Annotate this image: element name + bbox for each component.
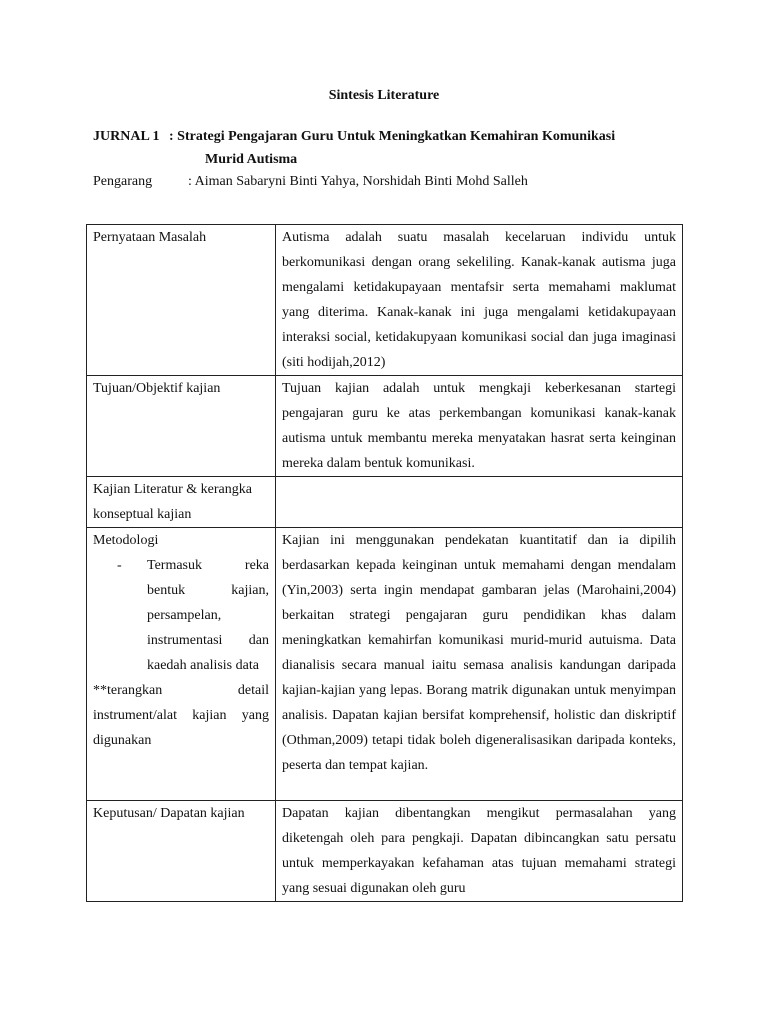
dash-bullet: -: [117, 558, 122, 573]
row-label-pernyataan-masalah: Pernyataan Masalah: [87, 225, 276, 376]
journal-title-line2: Murid Autisma: [205, 152, 298, 167]
document-title: Sintesis Literature: [328, 88, 440, 103]
row-label-tujuan: Tujuan/Objektif kajian: [87, 376, 276, 477]
author-value: : Aiman Sabaryni Binti Yahya, Norshidah Binti Mohd Salleh: [188, 174, 528, 189]
row-label-cell-metodologi: [87, 528, 276, 801]
table-row: [87, 801, 683, 902]
journal-label: JURNAL 1: [93, 129, 160, 144]
metodologi-note: **terangkan detail instrument/alat kajian yang digunakan: [93, 683, 269, 748]
row-label-kajian-literatur: Kajian Literatur & kerangka konseptual kajian: [87, 477, 276, 528]
row-content-keputusan: Dapatan kajian dibentangkan mengikut permasalahan yang diketengah oleh para pengkaji. Dapatan dibincangkan satu persatu untuk memperkayakan kefahaman atas tujuan memahami strategi yang sesuai digunakan oleh guru: [276, 801, 683, 902]
table-row: [87, 528, 683, 801]
row-content-pernyataan-masalah: Autisma adalah suatu masalah kecelaruan individu untuk berkomunikasi dengan orang sekeliling. Kanak-kanak autisma juga mengalami ketidakupayaan mentafsir serta memahami maklumat yang diterima. Kanak-kanak ini juga mengalami ketidakupayaan interaksi social, ketidakupyaan komunikasi social dan juga imaginasi (siti hodijah,2012): [276, 225, 683, 376]
row-content-kajian-literatur: [276, 477, 683, 528]
journal-heading: [93, 125, 683, 171]
table-row: [87, 225, 683, 376]
metodologi-sub-text: Termasuk reka bentuk kajian, persampelan, instrumentasi dan kaedah analisis data: [147, 558, 269, 673]
journal-title-line1: Strategi Pengajaran Guru Untuk Meningkatkan Kemahiran Komunikasi: [177, 129, 616, 144]
author-label: Pengarang: [93, 174, 153, 189]
row-label-metodologi: Metodologi: [93, 533, 159, 548]
row-content-tujuan: Tujuan kajian adalah untuk mengkaji keberkesanan startegi pengajaran guru ke atas perkembangan komunikasi kanak-kanak autisma untuk membantu mereka menyatakan hasrat serta keinginan mereka dalam bentuk komunikasi.: [276, 376, 683, 477]
table-row: [87, 477, 683, 528]
metodologi-sub-item: [93, 553, 269, 678]
row-label-keputusan: Keputusan/ Dapatan kajian: [87, 801, 276, 902]
author-line: [93, 174, 528, 190]
journal-separator: :: [169, 129, 174, 144]
synthesis-table: [86, 224, 683, 902]
table-row: [87, 376, 683, 477]
row-content-metodologi: Kajian ini menggunakan pendekatan kuantitatif dan ia dipilih berdasarkan kepada keinginan untuk memahami dengan mendalam (Yin,2003) serta ingin mendapat gambaran jelas (Marohaini,2004) berkaitan strategi pengajaran guru pendidikan khas dalam meningkatkan kemahirfan komunikasi murid-murid autuisma. Data dianalisis secara manual iaitu semasa analisis kandungan daripada kajian-kajian yang lepas. Borang matrik digunakan untuk menyimpan analisis. Dapatan kajian bersifat komprehensif, holistic dan diskriptif (Othman,2009) tetapi tidak boleh digeneralisasikan daripada konteks, peserta dan tempat kajian.: [276, 528, 683, 801]
